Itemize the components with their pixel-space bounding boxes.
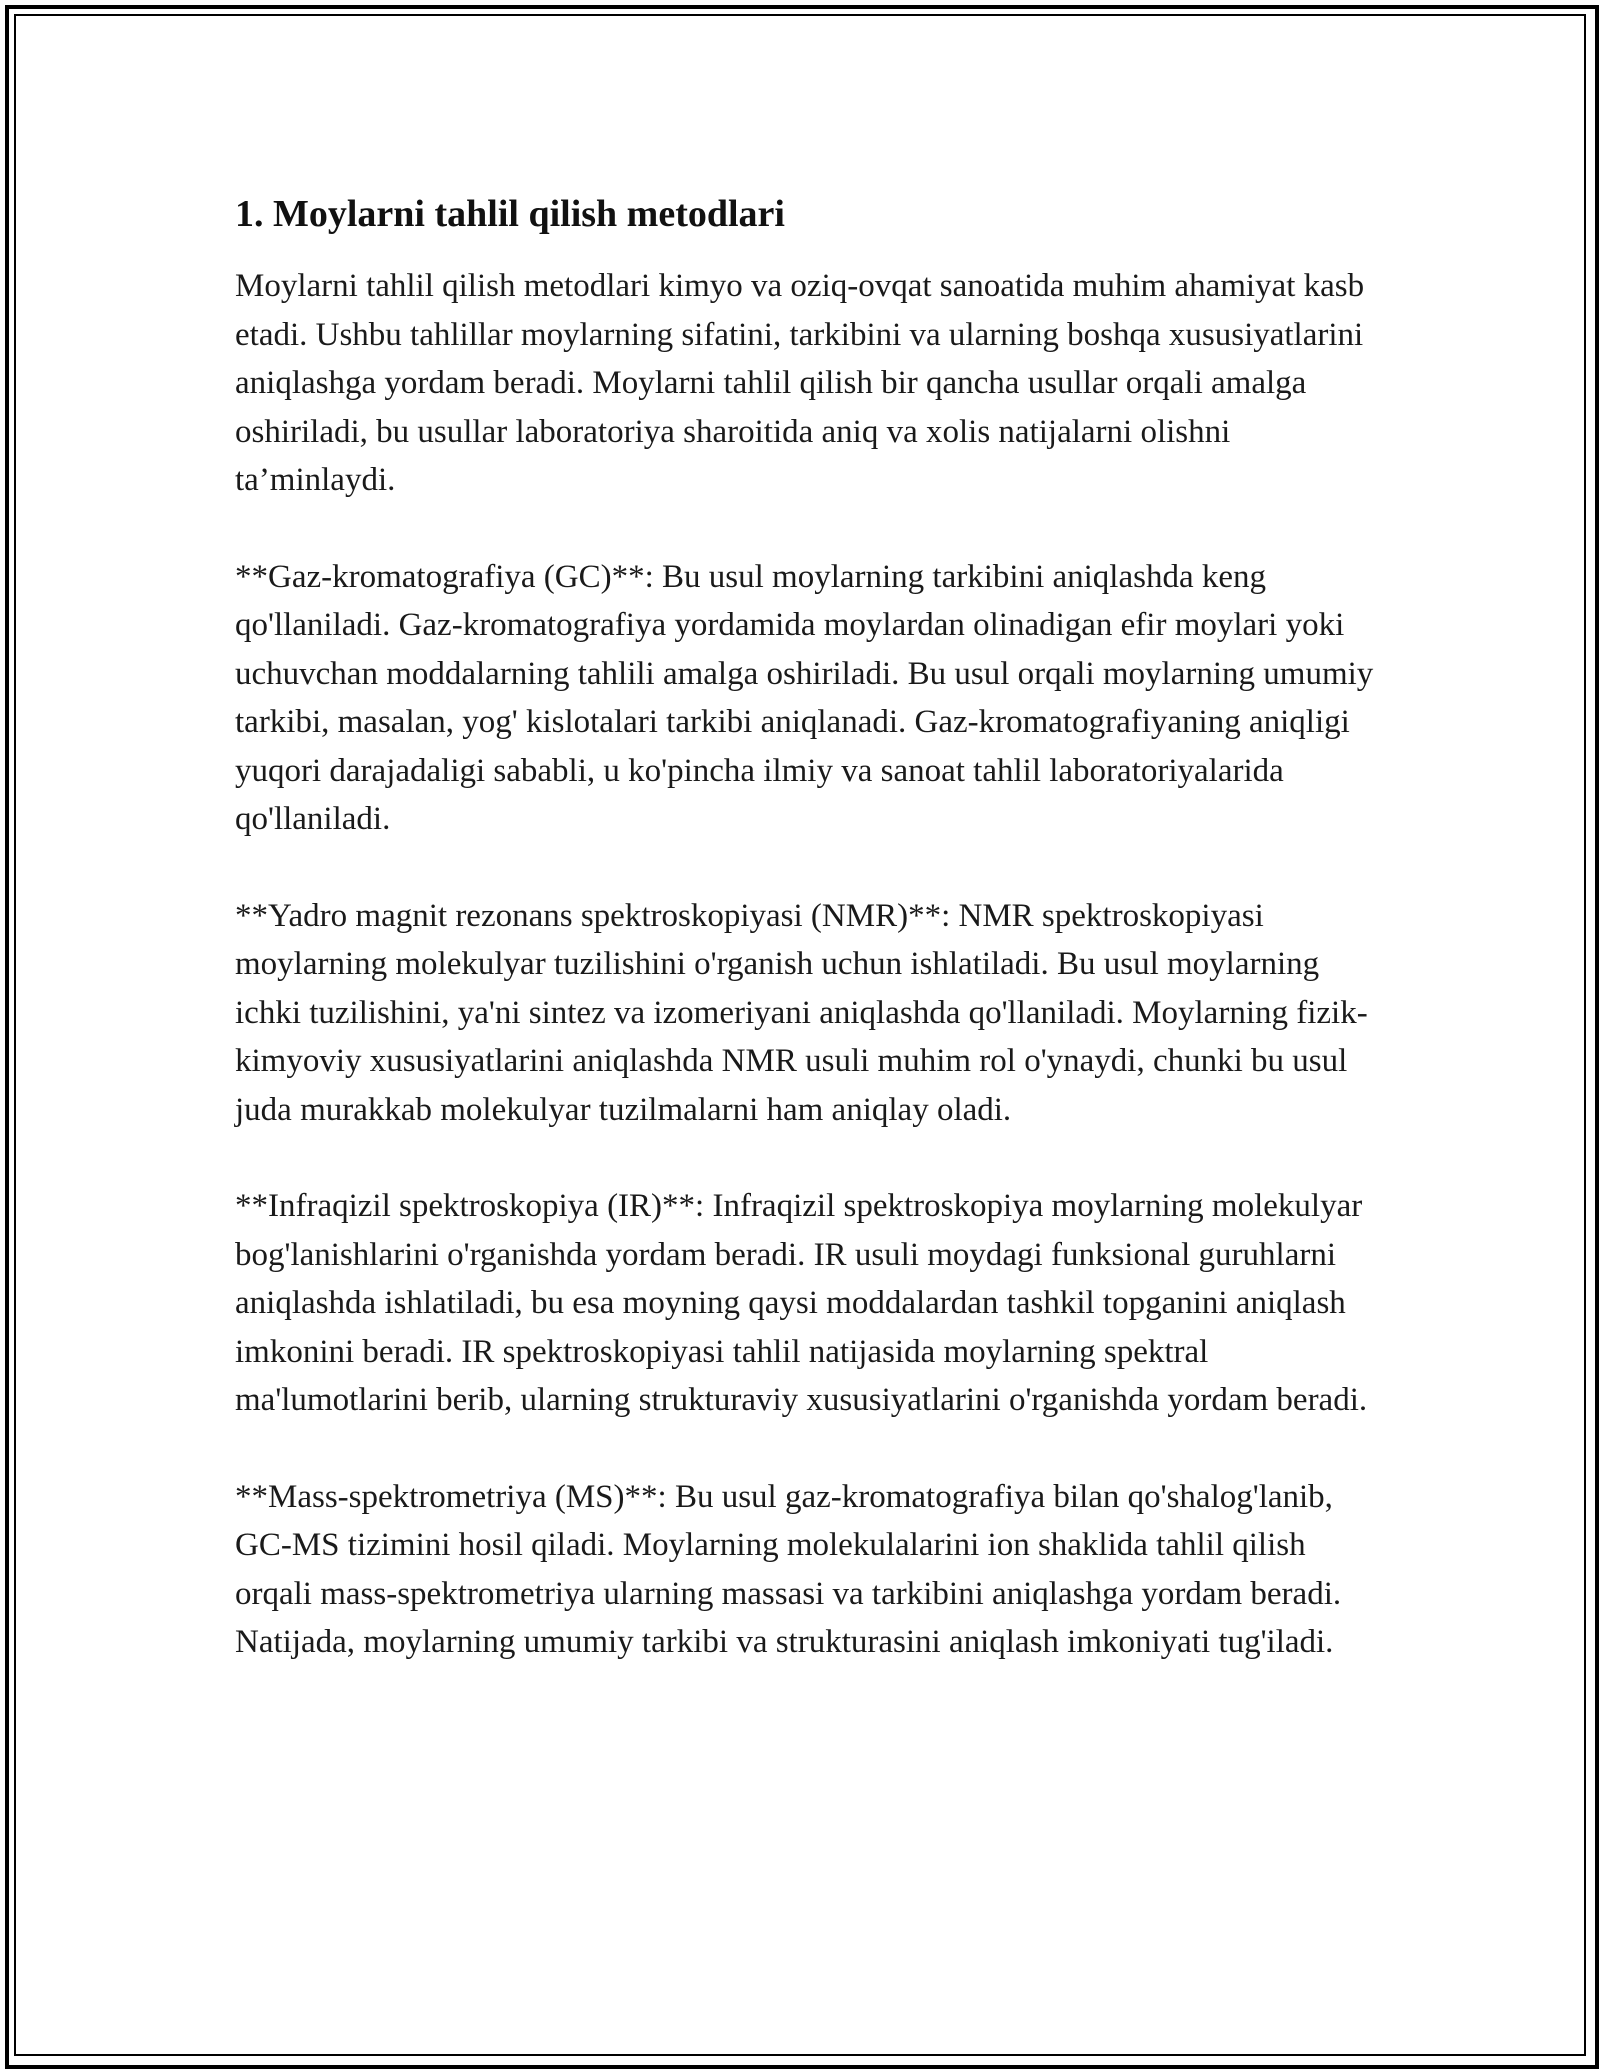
paragraph-nmr: **Yadro magnit rezonans spektroskopiyasi (NMR)**: NMR spektroskopiyasi moylarning molekulyar tuzilishini o'rganish uchun ishlatiladi. Bu usul moylarning ichki tuzilishini, ya'ni sintez va izomeriyani aniqlashda qo'llaniladi. Moylarning fizik-kimyoviy xususiyatlarini aniqlashda NMR usuli muhim rol o'ynaydi, chunki bu usul juda murakkab molekulyar tuzilmalarni ham aniqlay oladi.	[235, 897, 1368, 1128]
paragraph-mass-spectrometry: **Mass-spektrometriya (MS)**: Bu usul gaz-kromatografiya bilan qo'shalog'lanib, GC-MS tizimini hosil qiladi. Moylarning molekulalarini ion shaklida tahlil qilish orqali mass-spektrometriya ularning massasi va tarkibini aniqlashga yordam beradi. Natijada, moylarning umumiy tarkibi va strukturasini aniqlash imkoniyati tug'iladi.	[235, 1478, 1342, 1660]
paragraph-intro: Moylarni tahlil qilish metodlari kimyo va oziq-ovqat sanoatida muhim ahamiyat kasb etadi. Ushbu tahlillar moylarning sifatini, tarkibini va ularning boshqa xususiyatlarini aniqlashga yordam beradi. Moylarni tahlil qilish bir qancha usullar orqali amalga oshiriladi, bu usullar laboratoriya sharoitida aniq va xolis natijalarni olishni ta’minlaydi.	[235, 268, 1365, 498]
paragraph-infrared: **Infraqizil spektroskopiya (IR)**: Infraqizil spektroskopiya moylarning molekulyar bog'lanishlarini o'rganishda yordam beradi. IR usuli moydagi funksional guruhlarni aniqlashda ishlatiladi, bu esa moyning qaysi moddalardan tashkil topganini aniqlash imkonini beradi. IR spektroskopiyasi tahlil natijasida moylarning spektral ma'lumotlarini berib, ularning strukturaviy xususiyatlarini o'rganishda yordam beradi.	[235, 1188, 1368, 1418]
document-body	[235, 188, 1375, 1715]
paragraph-gas-chromatography: **Gaz-kromatografiya (GC)**: Bu usul moylarning tarkibini aniqlashda keng qo'llaniladi. Gaz-kromatografiya yordamida moylardan olinadigan efir moylari yoki uchuvchan moddalarning tahlili amalga oshiriladi. Bu usul orqali moylarning umumiy tarkibi, masalan, yog' kislotalari tarkibi aniqlanadi. Gaz-kromatografiyaning aniqligi yuqori darajadaligi sababli, u ko'pincha ilmiy va sanoat tahlil laboratoriyalarida qo'llaniladi.	[235, 558, 1374, 837]
page-title: 1. Moylarni tahlil qilish metodlari	[235, 193, 785, 235]
